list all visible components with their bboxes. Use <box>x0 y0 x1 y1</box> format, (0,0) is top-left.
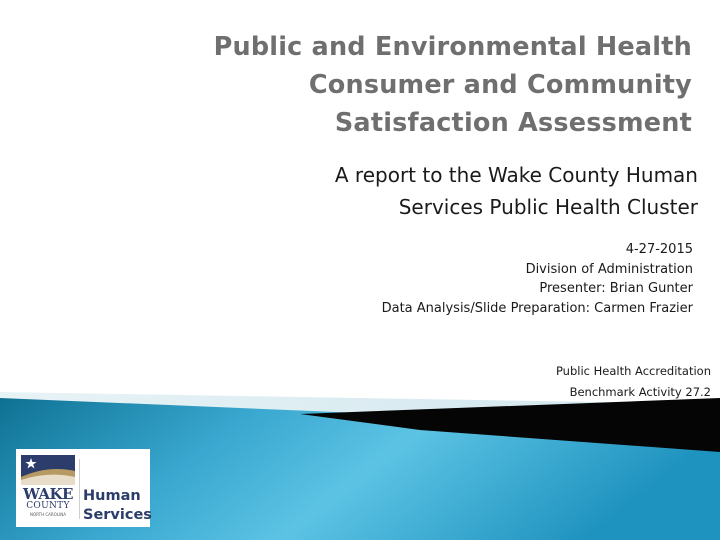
accreditation-line-1: Public Health Accreditation <box>555 364 711 378</box>
logo-state-text: NORTH CAROLINA <box>30 512 66 517</box>
division-name: Division of Administration <box>525 261 693 277</box>
presentation-details <box>93 240 693 318</box>
accreditation-line-2: Benchmark Activity 27.2 <box>569 385 711 399</box>
title-line-3: Satisfaction Assessment <box>334 108 692 138</box>
logo-wake-text: WAKE <box>23 485 73 503</box>
subtitle-line-2: Services Public Health Cluster <box>398 195 698 219</box>
slide-title <box>92 28 692 142</box>
analysis-credit: Data Analysis/Slide Preparation: Carmen Frazier <box>381 300 693 316</box>
logo-emblem-icon <box>16 449 80 487</box>
presenter-name: Presenter: Brian Gunter <box>539 281 693 296</box>
logo-county-text: COUNTY <box>26 501 70 511</box>
wake-county-human-services-logo <box>16 449 150 527</box>
accreditation-note <box>311 361 711 403</box>
title-line-2: Consumer and Community <box>308 70 692 100</box>
logo-divider <box>79 459 80 519</box>
presentation-date: 4-27-2015 <box>625 242 693 257</box>
title-line-1: Public and Environmental Health <box>213 32 692 62</box>
slide-subtitle <box>138 159 698 223</box>
logo-services-text: Services <box>83 507 152 523</box>
logo-human-text: Human <box>83 488 141 504</box>
subtitle-line-1: A report to the Wake County Human <box>334 163 698 187</box>
logo-human-services <box>83 487 152 525</box>
